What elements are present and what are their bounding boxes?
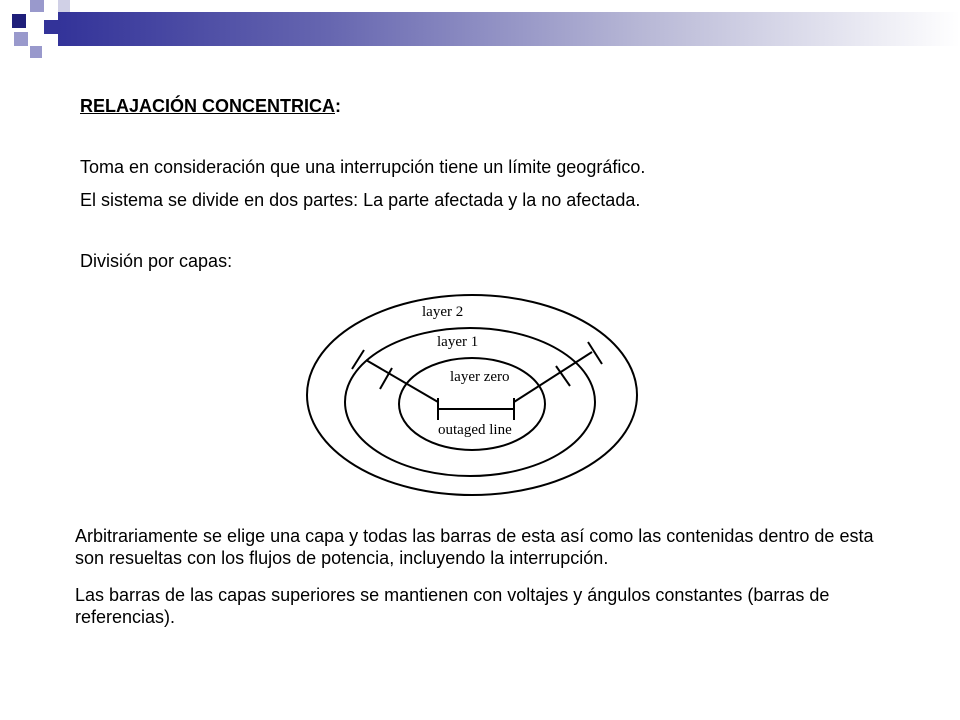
deco-square-4 bbox=[14, 32, 28, 46]
deco-square-3 bbox=[44, 20, 58, 34]
layer1-ellipse bbox=[345, 328, 595, 476]
text-line-3: División por capas: bbox=[80, 251, 233, 271]
deco-square-5 bbox=[30, 46, 42, 58]
deco-square-6 bbox=[58, 0, 70, 12]
paragraph-reference-buses: Las barras de las capas superiores se mantienen con voltajes y ángulos constantes (barras de referencias). bbox=[75, 585, 830, 627]
slide-title-text: RELAJACIÓN CONCENTRICA bbox=[80, 96, 336, 116]
label-layer-zero: layer zero bbox=[450, 369, 510, 385]
right-bus-tick-1 bbox=[556, 366, 570, 386]
slide-title bbox=[80, 96, 341, 117]
layer2-ellipse bbox=[307, 295, 637, 495]
left-bus-tick-1 bbox=[352, 350, 364, 369]
label-outaged-line: outaged line bbox=[438, 422, 512, 438]
label-layer2: layer 2 bbox=[422, 304, 464, 320]
slide-title-colon: : bbox=[335, 96, 342, 116]
text-line-2: El sistema se divide en dos partes: La parte afectada y la no afectada. bbox=[80, 190, 641, 210]
paragraph-arbitrary-layer: Arbitrariamente se elige una capa y todas las barras de esta así como las contenidas dentro de esta son resueltas con los flujos de potencia, incluyendo la interrupción. bbox=[75, 526, 874, 568]
header-gradient-bar bbox=[58, 12, 960, 46]
concentric-layers-diagram bbox=[300, 292, 640, 498]
right-feeder-line bbox=[514, 352, 592, 402]
deco-square-1 bbox=[12, 14, 26, 28]
label-layer1: layer 1 bbox=[437, 334, 479, 350]
left-feeder-line bbox=[366, 360, 438, 402]
text-line-1: Toma en consideración que una interrupción tiene un límite geográfico. bbox=[80, 157, 646, 177]
deco-square-2 bbox=[30, 0, 44, 12]
